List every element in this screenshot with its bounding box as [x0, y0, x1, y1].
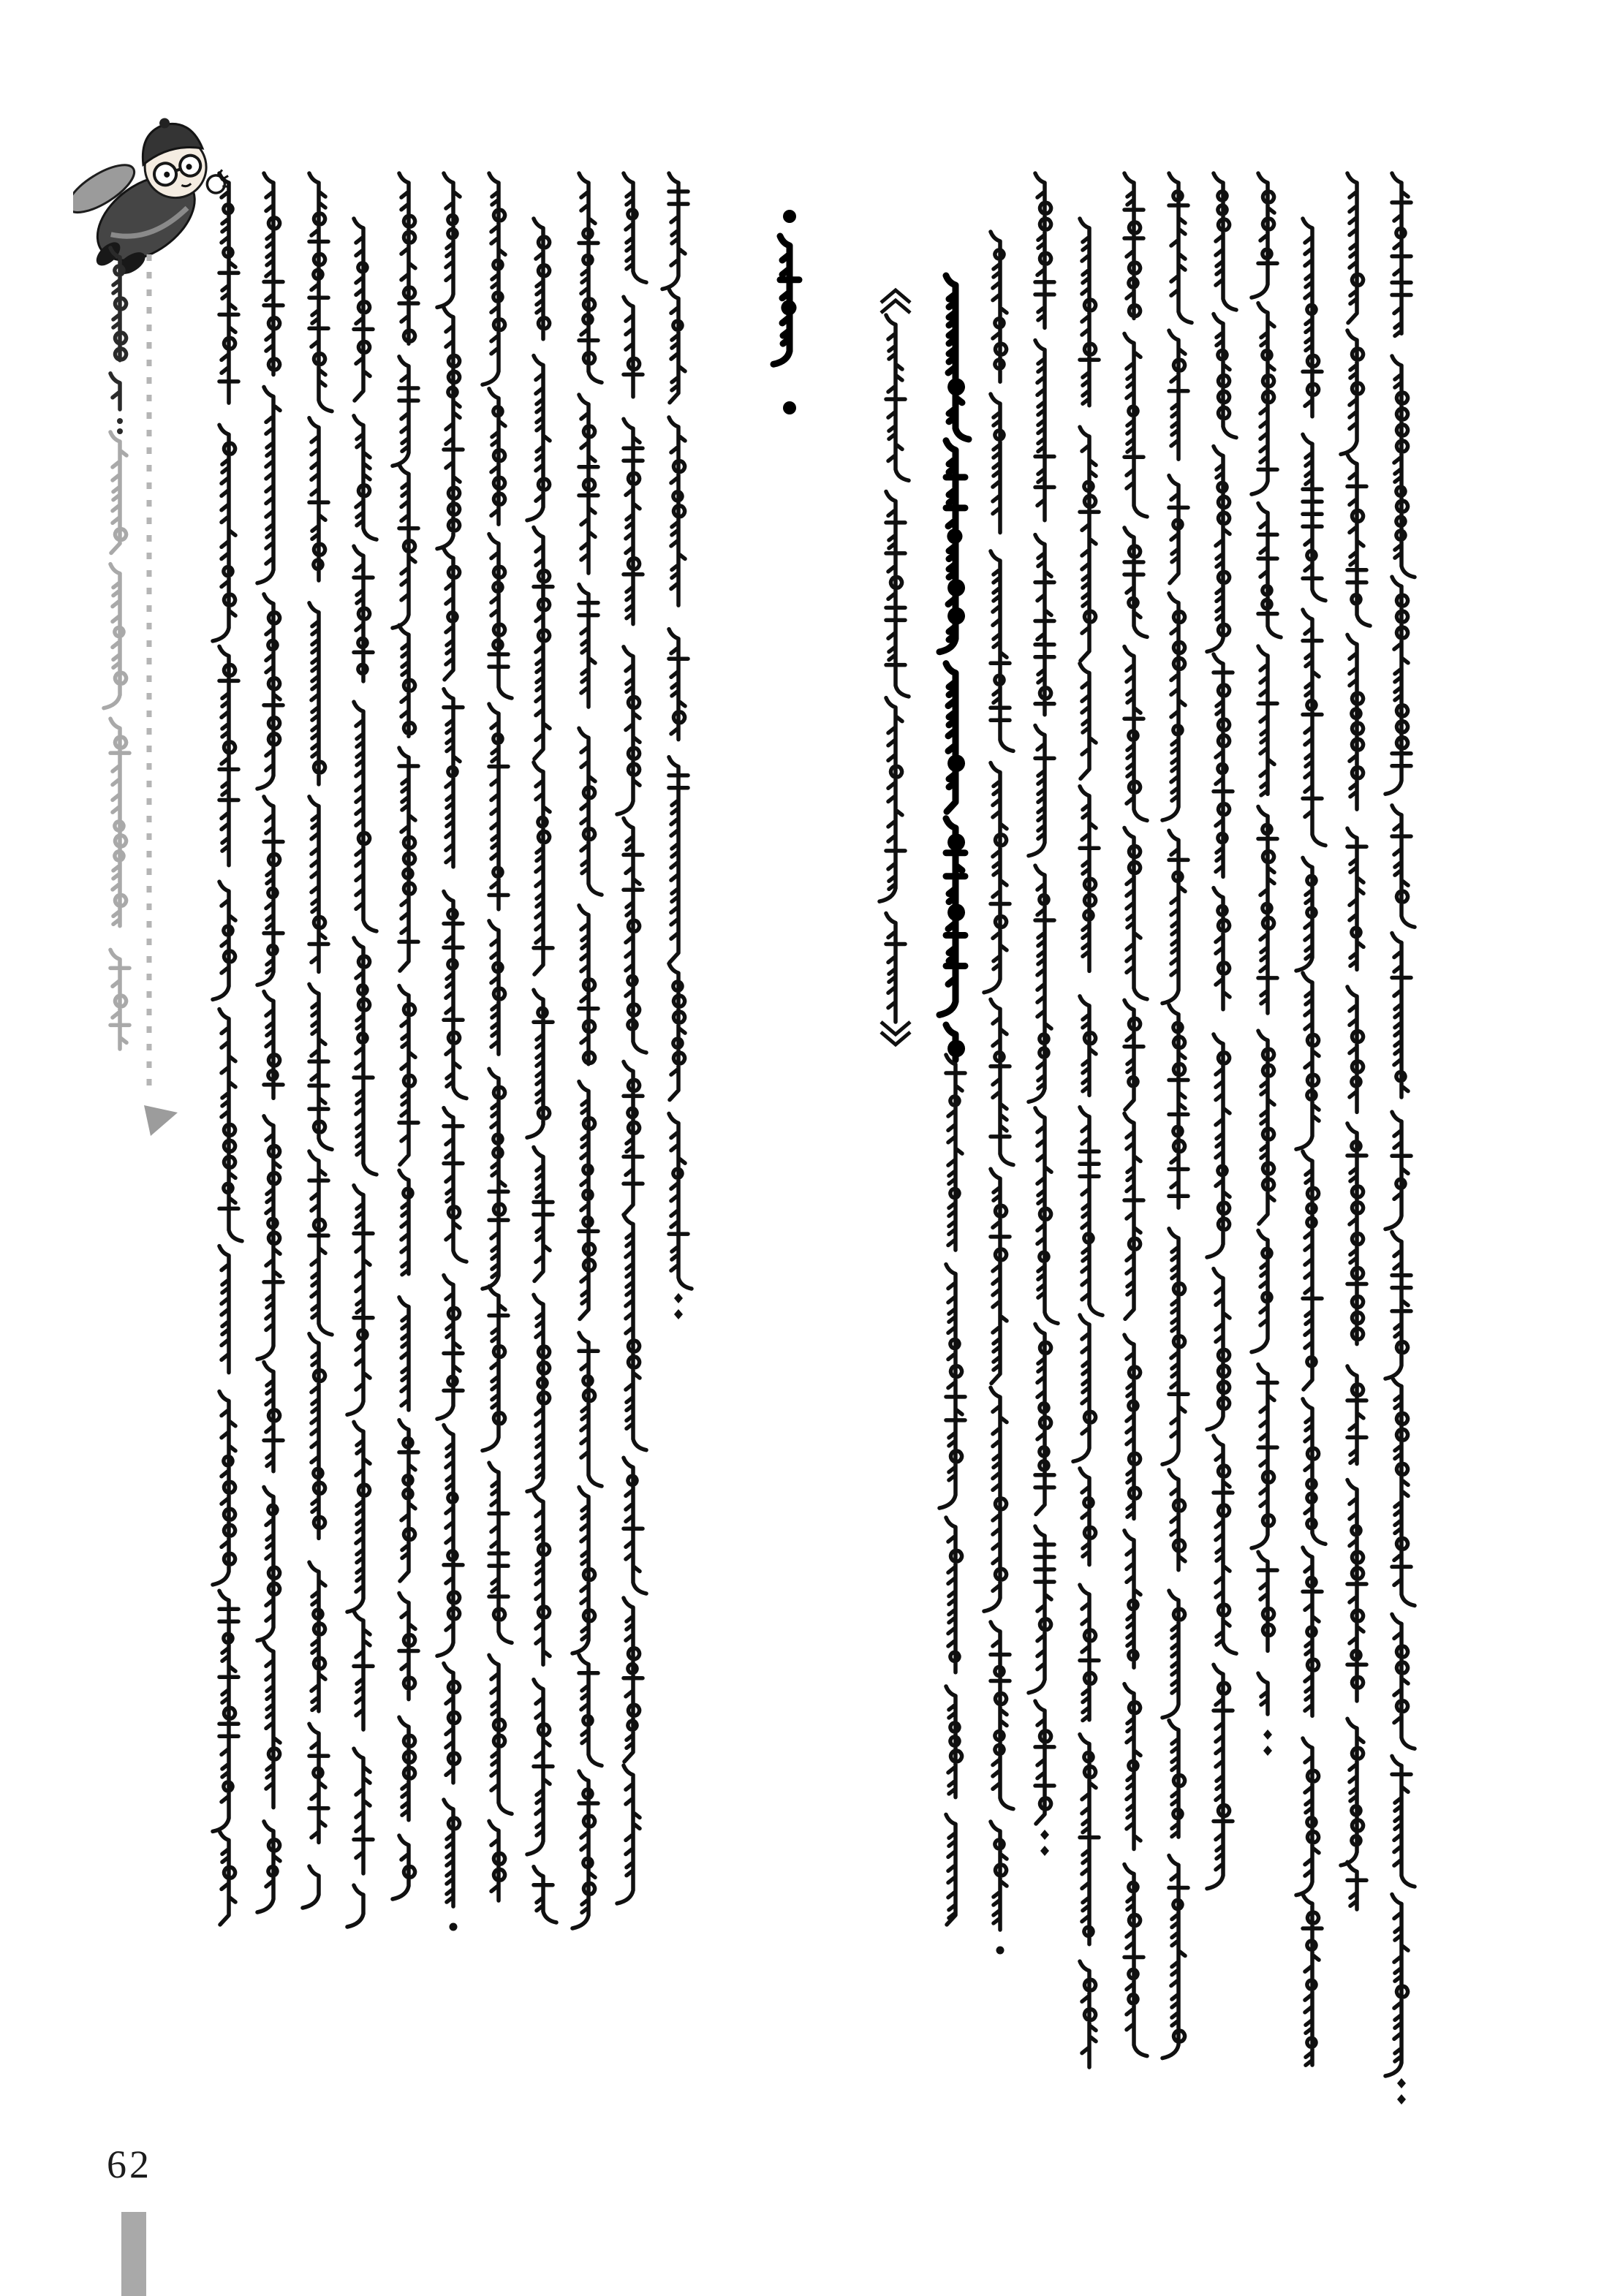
- text-column-R5: [1124, 173, 1147, 2056]
- section-heading-column: [773, 210, 799, 414]
- text-column-L7: [483, 173, 512, 1901]
- page-number: 62: [107, 2142, 152, 2186]
- text-column-L1: [213, 173, 242, 1925]
- text-column-R6: [1162, 173, 1192, 2058]
- text-column-L4: [347, 219, 377, 1927]
- text-column-R7: [1207, 173, 1236, 1889]
- text-column-L5: [393, 173, 418, 1899]
- text-column-R4: [1073, 219, 1102, 2067]
- text-column-L9: [572, 173, 602, 1928]
- text-column-R1: [939, 276, 969, 1925]
- section-pointer-triangle: [144, 1105, 178, 1136]
- text-column-L6: [437, 173, 466, 1931]
- quoted-title-column: [879, 290, 910, 1045]
- text-column-R3: [1029, 173, 1058, 1856]
- footer-accent-bar: [121, 2212, 146, 2296]
- text-column-R2: [984, 232, 1013, 1955]
- text-column-L11: [662, 173, 692, 1319]
- text-column-R10: [1341, 173, 1370, 1909]
- text-column-L10: [617, 173, 646, 1903]
- text-column-L8: [527, 219, 556, 1922]
- text-column-L3: [303, 173, 332, 1908]
- text-column-R11: [1385, 173, 1415, 2104]
- text-column-L2: [257, 173, 283, 1912]
- text-column-R9: [1296, 219, 1325, 2065]
- text-column-R8: [1252, 173, 1281, 1756]
- margin-note-column: [104, 248, 129, 1049]
